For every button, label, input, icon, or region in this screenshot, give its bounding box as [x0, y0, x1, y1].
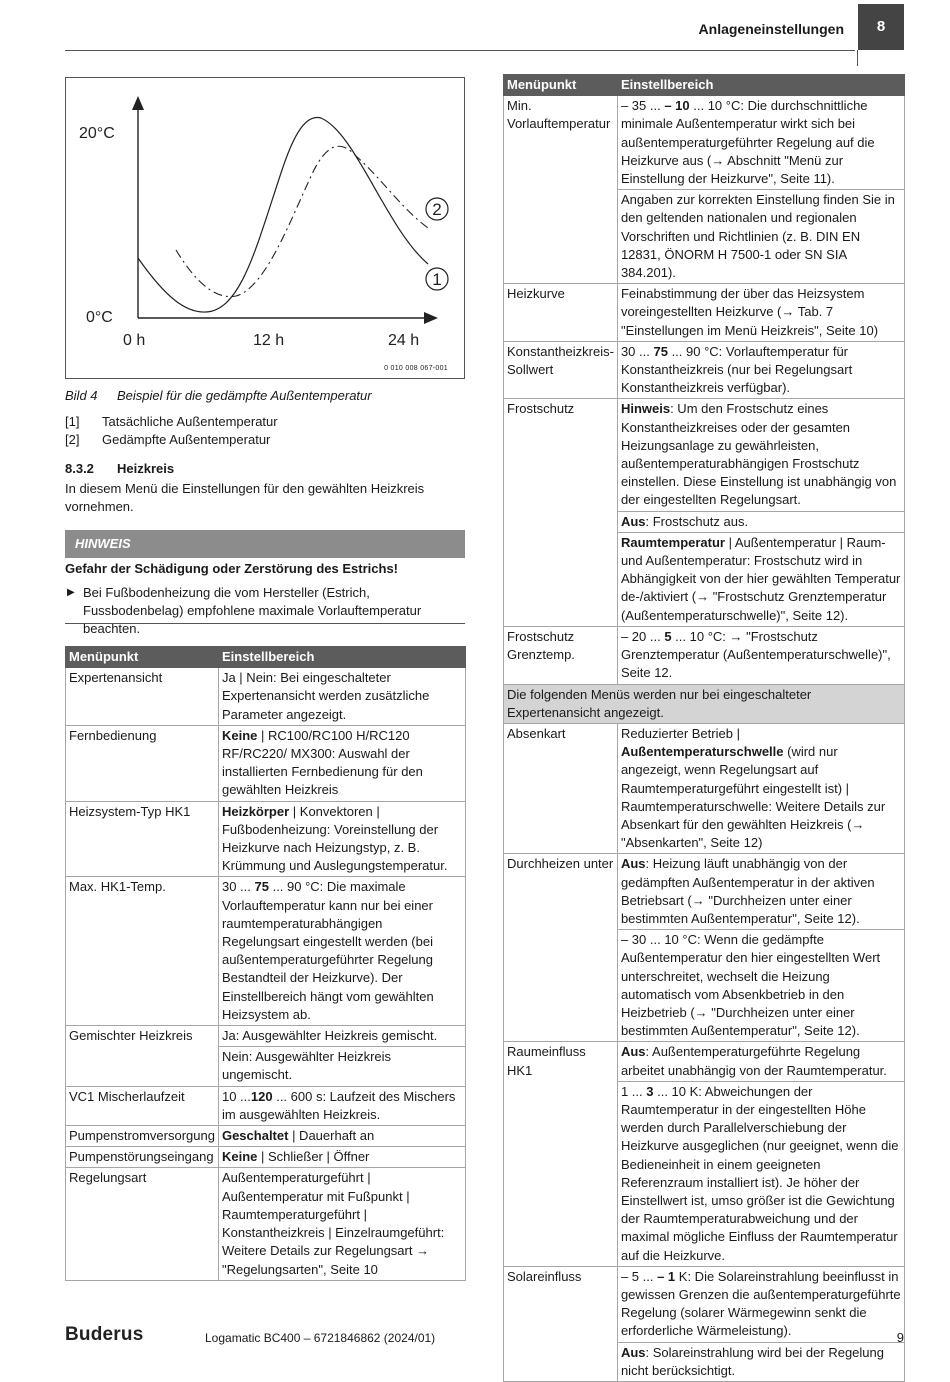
menu-item-cell: Gemischter Heizkreis: [66, 1026, 219, 1087]
footer-document-id: Logamatic BC400 – 6721846862 (2024/01): [205, 1331, 436, 1345]
setting-range-cell: Aus: Frostschutz aus.: [617, 511, 904, 532]
setting-range-cell: Heizkörper | Konvektoren | Fußbodenheizung: Voreinstellung der Heizkurve nach Heizungstyp, z. B. Krümmung und Auslegungstemperatur.: [218, 801, 465, 877]
section-title: Heizkreis: [117, 461, 175, 476]
table-row: [66, 1086, 466, 1125]
table-row: [504, 1042, 905, 1081]
setting-range-cell: Hinweis: Um den Frostschutz eines Konstantheizkreises oder der gesamten Heizungsanlage zu gewährleisten, außentemperaturabhängigen Frostschutz einstellen. Diese Einstellung ist unabhängig von der eingestellten Regelungsart.: [617, 399, 904, 511]
table-row: [504, 399, 905, 511]
setting-range-cell: 30 ... 75 ... 90 °C: Die maximale Vorlauftemperatur kann nur bei einer raumtemperaturabhängigen Regelungsart eingestellt werden (bei außentemperaturgeführter Regelung Bestandteil der Heizkurve). Der Einstellbereich hängt vom gewählten Heizsystem ab.: [218, 877, 465, 1026]
temperature-figure: [65, 77, 465, 379]
table-header-menu: Menüpunkt: [504, 75, 618, 96]
legend-item: [2] Gedämpfte Außentemperatur: [65, 432, 271, 447]
table-row: [66, 725, 466, 801]
menu-item-cell: Konstantheizkreis-Sollwert: [504, 341, 618, 399]
table-row: [66, 668, 466, 726]
table-row: [504, 284, 905, 342]
setting-range-cell: Keine | RC100/RC100 H/RC120 RF/RC220/ MX300: Auswahl der installierten Fernbedienung für den gewählten Heizkreis: [218, 725, 465, 801]
setting-range-cell: Aus: Solareinstrahlung wird bei der Regelung nicht berücksichtigt.: [617, 1342, 904, 1381]
actual-temperature-curve: [138, 117, 428, 312]
legend-item: [1] Tatsächliche Außentemperatur: [65, 414, 278, 429]
table-row: [504, 96, 905, 190]
setting-range-cell: Feinabstimmung der über das Heizsystem voreingestellten Heizkurve (→ Tab. 7 "Einstellungen im Menü Heizkreis", Seite 10): [617, 284, 904, 342]
table-row: [504, 723, 905, 853]
figure-legend: [65, 413, 465, 449]
setting-range-cell: – 30 ... 10 °C: Wenn die gedämpfte Außentemperatur den hier eingestellten Wert unterschreitet, wechselt die Heizung automatisch vom Absenkbetrieb in den Heizbetrieb (→ "Durchheizen unter einer bestimmten Außentemperatur", Seite 12).: [617, 930, 904, 1042]
x-tick-0h: 0 h: [123, 332, 146, 349]
menu-item-cell: Solareinfluss: [504, 1266, 618, 1381]
header-tick: [857, 50, 858, 66]
header-rule: [65, 50, 855, 51]
y-axis-high-label: 20°C: [79, 125, 115, 142]
menu-item-cell: Raumeinfluss HK1: [504, 1042, 618, 1266]
setting-range-cell: Keine | Schließer | Öffner: [218, 1147, 465, 1168]
x-tick-12h: 12 h: [253, 332, 285, 349]
table-span-note: Die folgenden Menüs werden nur bei eingeschalteter Expertenansicht angezeigt.: [504, 684, 905, 723]
heating-circuit-settings-table: [65, 646, 466, 1281]
damped-temperature-curve: [176, 146, 428, 296]
bullet-triangle-icon: ▶: [67, 587, 75, 598]
table-row: [66, 1147, 466, 1168]
section-heading: [65, 460, 174, 478]
section-intro: In diesem Menü die Einstellungen für den gewählten Heizkreis vornehmen.: [65, 481, 425, 514]
figure-caption-text: Beispiel für die gedämpfte Außentemperatur: [117, 388, 372, 403]
table-header-menu: Menüpunkt: [66, 647, 219, 668]
setting-range-cell: Aus: Heizung läuft unabhängig von der gedämpften Außentemperatur in der aktiven Betriebsart (→ "Durchheizen unter einer bestimmten Außentemperatur", Seite 12).: [617, 854, 904, 930]
notice-heading: Gefahr der Schädigung oder Zerstörung des Estrichs!: [65, 561, 399, 576]
setting-range-cell: 10 ...120 ... 600 s: Laufzeit des Mischers im ausgewählten Heizkreis.: [218, 1086, 465, 1125]
setting-range-cell: Ja: Ausgewählter Heizkreis gemischt.: [218, 1026, 465, 1047]
menu-item-cell: Frostschutz: [504, 399, 618, 626]
table-row: [504, 626, 905, 684]
table-row: [66, 1168, 466, 1280]
notice-item: [65, 584, 465, 638]
figure-code: 0 010 008 067-001: [384, 365, 448, 372]
x-axis-arrow: [424, 312, 438, 324]
menu-item-cell: Pumpenstromversorgung: [66, 1126, 219, 1147]
left-table-body: [66, 668, 466, 1281]
table-header-row: [504, 75, 905, 96]
table-row: [504, 341, 905, 399]
x-tick-24h: 24 h: [388, 332, 420, 349]
menu-item-cell: Pumpenstörungseingang: [66, 1147, 219, 1168]
setting-range-cell: Außentemperaturgeführt | Außentemperatur mit Fußpunkt | Raumtemperaturgeführt | Konstantheizkreis | Einzelraumgeführt: Weitere Details zur Regelungsart → "Regelungsarten", Seite 10: [218, 1168, 465, 1280]
menu-item-cell: Heizsystem-Typ HK1: [66, 801, 219, 877]
table-header-row: [66, 647, 466, 668]
setting-range-cell: – 35 ... – 10 ... 10 °C: Die durchschnittliche minimale Außentemperatur wirkt sich bei außentemperaturgeführter Regelung auf die Heizkurve aus (→ Abschnitt "Menü zur Einstellung der Heizkurve", Seite 11).: [617, 96, 904, 190]
menu-item-cell: Regelungsart: [66, 1168, 219, 1280]
marker-2-label: 2: [432, 200, 442, 219]
running-header-title: Anlageneinstellungen: [698, 21, 844, 37]
right-table-body: [504, 96, 905, 1382]
setting-range-cell: – 5 ... – 1 K: Die Solareinstrahlung beeinflusst in gewissen Grenzen die außentemperaturgeführte Regelung (solarer Wärmegewinn senkt die erforderliche Wärmeleistung).: [617, 1266, 904, 1342]
y-axis-arrow: [132, 96, 144, 110]
notice-end-rule: [65, 623, 465, 624]
menu-item-cell: VC1 Mischerlaufzeit: [66, 1086, 219, 1125]
table-row: [66, 877, 466, 1026]
table-header-setting: Einstellbereich: [617, 75, 904, 96]
chapter-number-badge: 8: [858, 4, 904, 50]
menu-item-cell: Expertenansicht: [66, 668, 219, 726]
setting-range-cell: 30 ... 75 ... 90 °C: Vorlauftemperatur für Konstantheizkreis (nur bei Regelungsart Konstantheizkreis verfügbar).: [617, 341, 904, 399]
table-row: [66, 801, 466, 877]
menu-item-cell: Durchheizen unter: [504, 854, 618, 1042]
table-row: [504, 1266, 905, 1342]
menu-item-cell: Frostschutz Grenztemp.: [504, 626, 618, 684]
setting-range-cell: Ja | Nein: Bei eingeschalteter Expertenansicht werden zusätzliche Parameter angezeigt.: [218, 668, 465, 726]
figure-caption-number: Bild 4: [65, 388, 98, 403]
setting-range-cell: Raumtemperatur | Außentemperatur | Raum- und Außentemperatur: Frostschutz wird in Abhängigkeit von der hier gewählten Temperatur de-/aktiviert (→ "Frostschutz Grenztemperatur (Außentemperaturschwelle)", Seite 12).: [617, 532, 904, 626]
table-header-setting: Einstellbereich: [218, 647, 465, 668]
menu-item-cell: Fernbedienung: [66, 725, 219, 801]
menu-item-cell: Min. Vorlauftemperatur: [504, 96, 618, 284]
buderus-logo: Buderus: [65, 1324, 144, 1345]
setting-range-cell: 1 ... 3 ... 10 K: Abweichungen der Raumtemperatur in der eingestellten Höhe werden durch Parallelverschiebung der Heizkurve ausgeglichen (nur geeignet, wenn die Bedieneinheit in einem geeigneten Referenzraum installiert ist). Je höher der Einstellwert ist, umso größer ist die Gewichtung der Raumtemperaturabweichung und der maximal mögliche Einfluss der Raumtemperatur auf die Heizkurve.: [617, 1081, 904, 1266]
heating-circuit-settings-table-continued: [503, 74, 905, 1382]
notice-label: HINWEIS: [65, 530, 465, 558]
table-row: [66, 1026, 466, 1047]
menu-item-cell: Max. HK1-Temp.: [66, 877, 219, 1026]
table-row: [504, 854, 905, 930]
setting-range-cell: – 20 ... 5 ... 10 °C: → "Frostschutz Grenztemperatur (Außentemperaturschwelle)", Seite 12.: [617, 626, 904, 684]
page-number: 9: [896, 1330, 904, 1345]
section-number: 8.3.2: [65, 461, 94, 476]
menu-item-cell: Heizkurve: [504, 284, 618, 342]
notice-item-text: Bei Fußbodenheizung die vom Hersteller (Estrich, Fussbodenbelag) empfohlene maximale Vorlauftemperatur beachten.: [83, 585, 422, 636]
setting-range-cell: Angaben zur korrekten Einstellung finden Sie in den geltenden nationalen und regionalen Vorschriften und Richtlinien (z. B. DIN EN 12831, ÖNORM H 7500-1 oder SN SIA 384.201).: [617, 190, 904, 284]
setting-range-cell: Geschaltet | Dauerhaft an: [218, 1126, 465, 1147]
table-row: [66, 1126, 466, 1147]
figure-caption: [65, 387, 465, 405]
setting-range-cell: Reduzierter Betrieb | Außentemperaturschwelle (wird nur angezeigt, wenn Regelungsart auf Raumtemperaturgeführt eingestellt ist) | Raumtemperaturschwelle: Weitere Details zur Absenkart für den gewählten Heizkreis (→ "Absenkarten", Seite 12): [617, 723, 904, 853]
menu-item-cell: Absenkart: [504, 723, 618, 853]
table-row-span: [504, 684, 905, 723]
y-axis-low-label: 0°C: [86, 309, 113, 326]
setting-range-cell: Nein: Ausgewählter Heizkreis ungemischt.: [218, 1047, 465, 1086]
setting-range-cell: Aus: Außentemperaturgeführte Regelung arbeitet unabhängig von der Raumtemperatur.: [617, 1042, 904, 1081]
marker-1-label: 1: [432, 270, 442, 289]
